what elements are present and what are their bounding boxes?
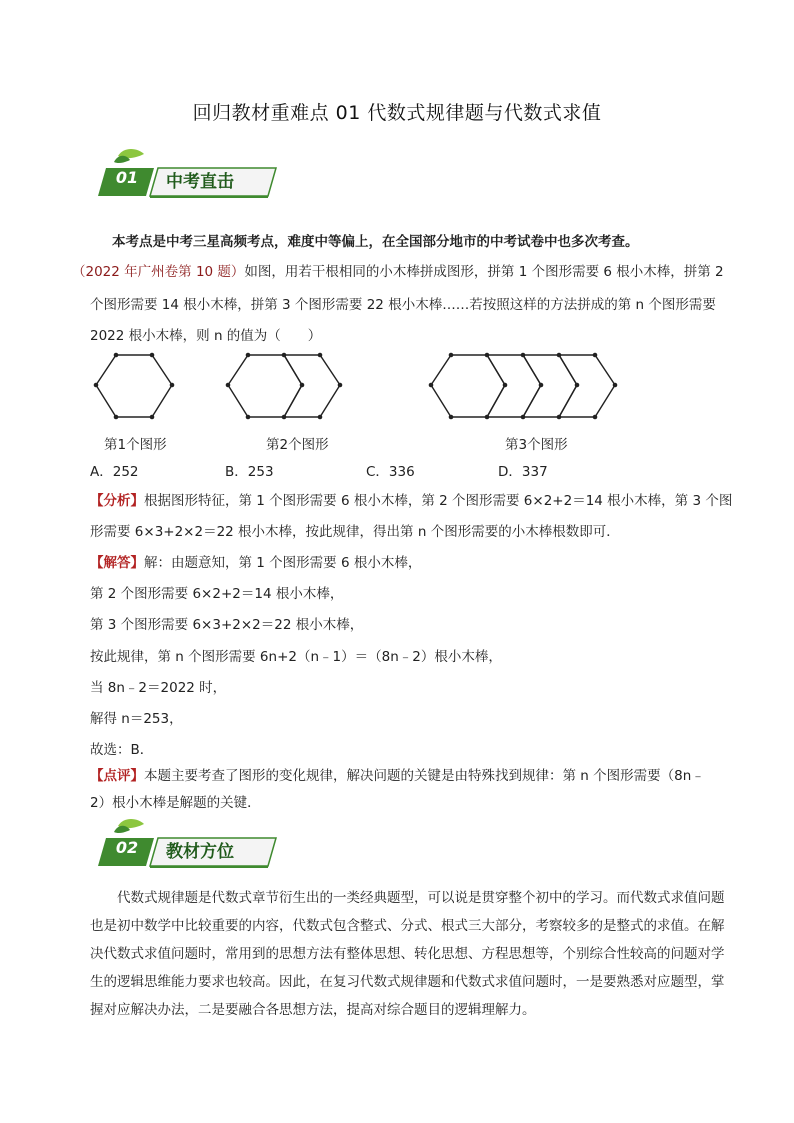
question-line-1 [72,262,724,282]
section-label: 中考直击 [166,172,234,192]
solution-line-2: 第 2 个图形需要 6×2+2＝14 根小木棒， [90,586,344,602]
analysis-line-2: 形需要 6×3+2×2＝22 根小木棒，按此规律，得出第 n 个图形需要的小木棒根数即可． [90,524,620,540]
solution-text-1: 解：由题意知，第 1 个图形需要 6 根小木棒， [144,555,422,571]
comment-tag: 【点评】 [90,768,144,784]
section-number: 01 [115,168,139,187]
section-header-2 [96,818,286,870]
choice-d: D．337 [498,464,548,480]
question-line-3: 2022 根小木棒，则 n 的值为（ ） [90,328,322,344]
section-number: 02 [115,838,139,857]
figure-2-label: 第2个图形 [266,437,329,453]
solution-tag: 【解答】 [90,555,144,571]
analysis-line-1 [90,491,732,511]
solution-line-7: 故选：B． [90,742,154,758]
section-label: 教材方位 [166,842,234,862]
textbook-paragraph: 代数式规律题是代数式章节衍生出的一类经典题型，可以说是贯穿整个初中的学习。而代数式求值问题也是初中数学中比较重要的内容，代数式包含整式、分式、根式三大部分，考察较多的是整式的求值。在解决代数式求值问题时，常用到的思想方法有整体思想、转化思想、方程思想等，个别综合性较高的问题对学生的逻辑思维能力要求也较高。因此，在复习代数式规律题和代数式求值问题时，一是要熟悉对应题型，掌握对应解决办法，二是要融合各思想方法，提高对综合题目的逻辑理解力。 [90,890,725,1018]
solution-line-6: 解得 n＝253， [90,711,183,727]
comment-text-1: 本题主要考查了图形的变化规律，解决问题的关键是由特殊找到规律：第 n 个图形需要（8n﹣ [144,768,705,784]
solution-line-5: 当 8n﹣2＝2022 时， [90,680,227,696]
choice-a: A．252 [90,464,139,480]
solution-line-4: 按此规律，第 n 个图形需要 6n+2（n﹣1）＝（8n﹣2）根小木棒， [90,649,502,665]
figure-3-label: 第3个图形 [505,437,568,453]
intro-text: 本考点是中考三星高频考点，难度中等偏上，在全国部分地市的中考试卷中也多次考查。 [112,234,639,250]
answer-choices [90,460,690,480]
choice-b: B．253 [225,464,274,480]
figure-1-hexagon [96,355,172,417]
solution-line-1 [90,553,421,573]
comment-line-2: 2）根小木棒是解题的关键． [90,795,261,811]
analysis-tag: 【分析】 [90,493,144,509]
question-text-1: 如图，用若干根相同的小木棒拼成图形，拼第 1 个图形需要 6 根小木棒，拼第 2 [244,264,724,280]
section-header-1 [96,148,286,200]
solution-line-3: 第 3 个图形需要 6×3+2×2＝22 根小木棒， [90,617,364,633]
figure-1-label: 第1个图形 [104,437,167,453]
hexagon-figures [88,350,668,460]
choice-c: C．336 [366,464,415,480]
comment-line-1 [90,766,705,786]
question-source: （2022 年广州卷第 10 题） [72,264,245,280]
page-title: 回归教材重难点 01 代数式规律题与代数式求值 [192,102,602,124]
question-line-2: 个图形需要 14 根小木棒，拼第 3 个图形需要 22 根小木棒……若按照这样的方法拼成的第 n 个图形需要 [90,297,716,313]
analysis-text-1: 根据图形特征，第 1 个图形需要 6 根小木棒，第 2 个图形需要 6×2+2＝14 根小木棒，第 3 个图 [144,493,733,509]
